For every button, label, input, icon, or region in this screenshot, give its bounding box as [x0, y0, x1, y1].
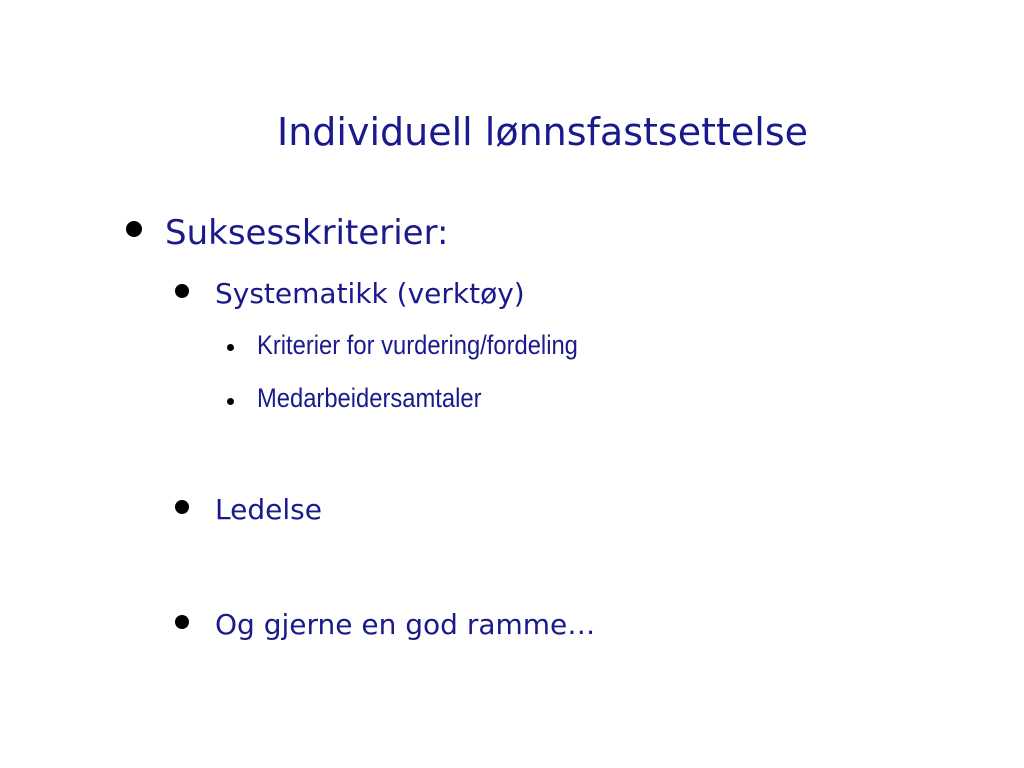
bullet-ramme: Og gjerne en god ramme… [215, 608, 596, 641]
bullet-suksesskriterier: Suksesskriterier: [165, 213, 449, 253]
bullet-dot [227, 398, 234, 405]
bullet-dot [227, 344, 234, 351]
bullet-kriterier: Kriterier for vurdering/fordeling [257, 330, 578, 360]
bullet-dot [175, 284, 189, 298]
slide-title: Individuell lønnsfastsettelse [276, 110, 809, 154]
bullet-medarbeidersamtaler: Medarbeidersamtaler [257, 383, 482, 413]
bullet-dot [175, 615, 189, 629]
bullet-ledelse: Ledelse [215, 493, 322, 526]
bullet-dot [126, 221, 142, 237]
bullet-systematikk: Systematikk (verktøy) [215, 277, 525, 310]
bullet-dot [175, 500, 189, 514]
